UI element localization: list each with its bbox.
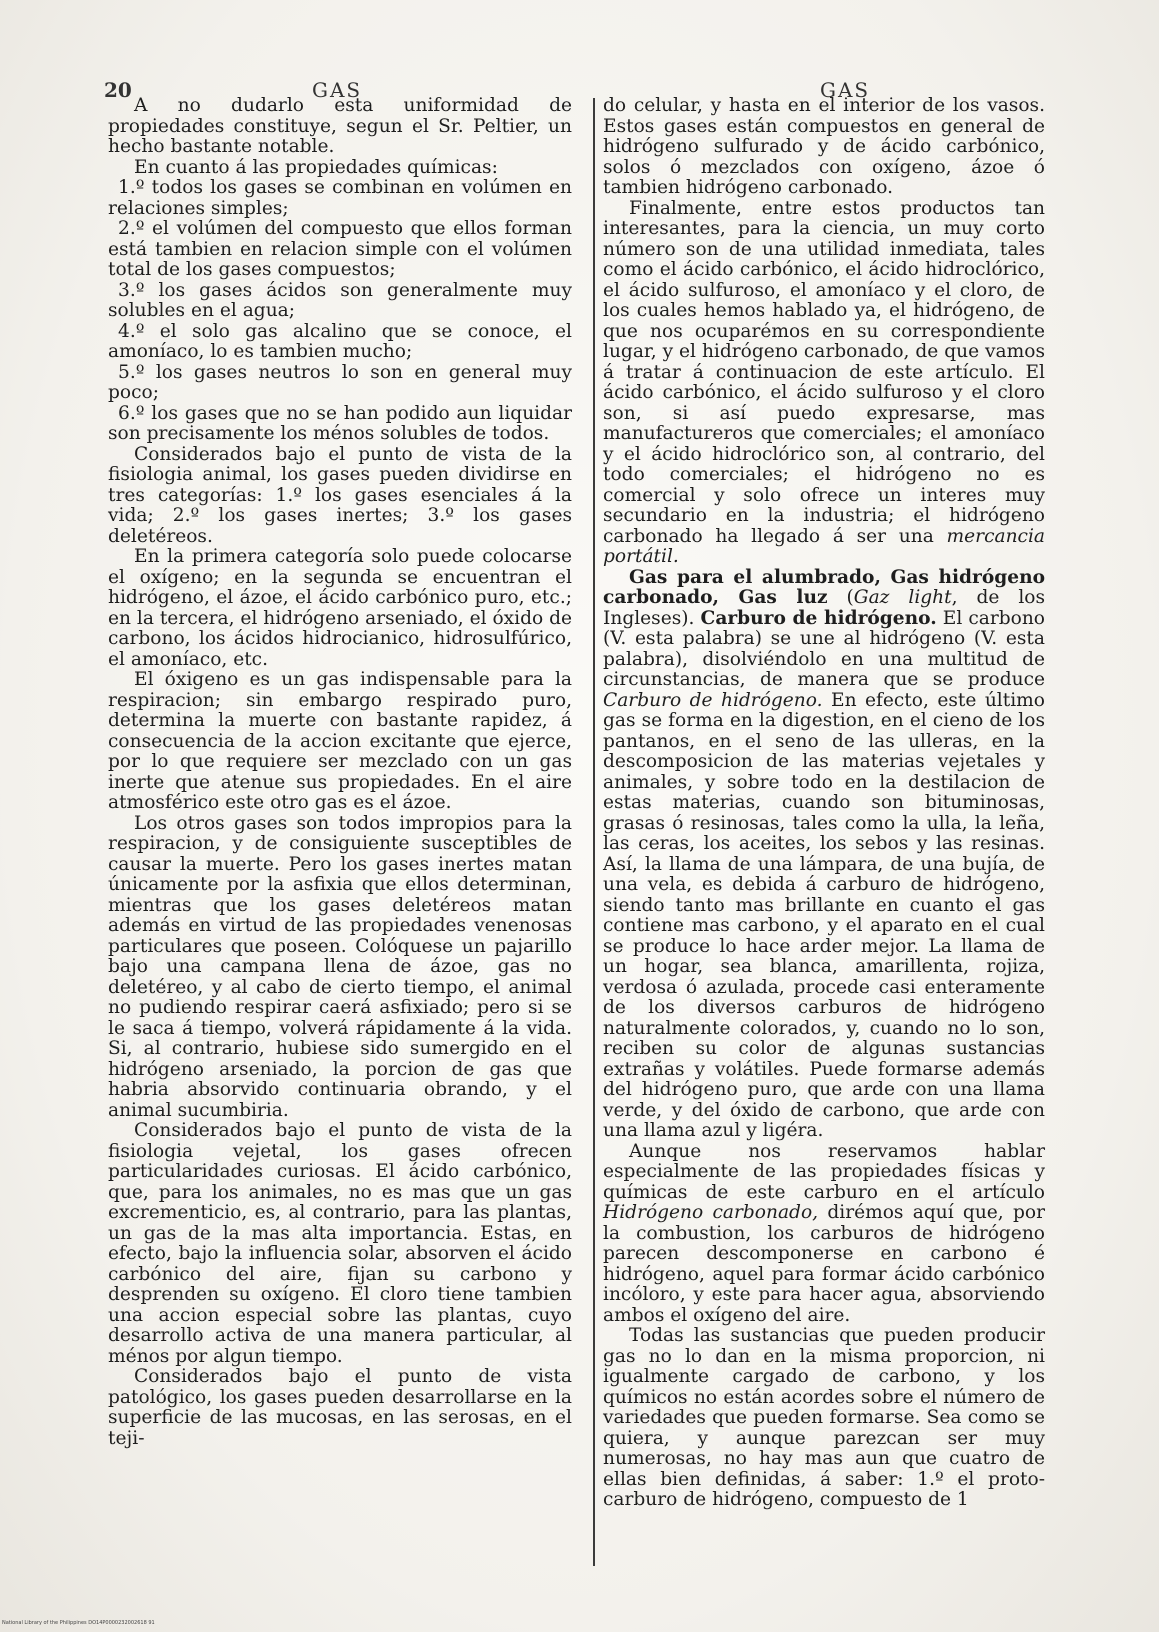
paragraph: do celular, y hasta en el interior de los vasos. Estos gases están compuestos en general de hidrógeno sulfurado y de ácido carbónico, solos ó mezclados con oxígeno, ázoe ó tambien hidrógeno carbonado. [603, 95, 1045, 198]
paragraph-text: El carbono (V. esta palabra) se une al hidrógeno (V. esta palabra), disolviéndolo en una multitud de circunstancias, de manera que se produce [603, 607, 1045, 690]
right-running-head: GAS [820, 78, 871, 102]
right-column [603, 96, 1045, 1511]
paragraph-text: Aunque nos reservamos hablar especialmente de las propiedades físicas y químicas de este carburo en el artículo [603, 1140, 1045, 1203]
entry-heading: Carburo de hidrógeno. [700, 607, 937, 629]
italic-term: Gaz light [853, 587, 952, 608]
italic-term: Hidrógeno carbonado, [603, 1202, 819, 1223]
column-divider [593, 98, 595, 1566]
paragraph: Considerados bajo el punto de vista de la fisiologia vejetal, los gases ofrecen particularidades curiosas. El ácido carbónico, que, para los animales, no es mas que un gas excrementicio, es, al contrario, para las plantas, un gas de la mas alta importancia. Estas, en efecto, bajo la influencia solar, absorven el ácido carbónico del aire, fijan su carbono y desprenden su oxígeno. El cloro tiene tambien una accion especial sobre las plantas, cuyo desarrollo activa de una manera particular, al ménos por algun tiempo. [108, 1120, 572, 1367]
page-number: 20 [104, 78, 132, 102]
paragraph: A no dudarlo esta uniformidad de propiedades constituye, segun el Sr. Peltier, un hecho bastante notable. [108, 95, 572, 157]
paragraph: El óxigeno es un gas indispensable para la respiracion; sin embargo respirado puro, determina la muerte con bastante rapidez, á consecuencia de la accion excitante que ejerce, por lo que requiere ser mezclado con un gas inerte que atenue sus propiedades. En el aire atmosférico este otro gas es el ázoe. [108, 669, 572, 813]
italic-term: mercancia portátil. [603, 525, 1045, 567]
paragraph-text: , de los Ingleses). [603, 587, 1045, 629]
paragraph-text: Finalmente, entre estos productos tan interesantes, para la ciencia, un muy corto número son de una utilidad inmediata, tales como el ácido carbónico, el ácido hidroclórico, el ácido sulfuroso, el amoníaco y el cloro, de los cuales hemos hablado ya, el hidrógeno, de que nos ocuparémos en su correspondiente lugar, y el hidrógeno carbonado, de que vamos á tratar á continuacion de este artículo. El ácido carbónico, el ácido sulfuroso y el cloro son, si así puedo expresarse, mas manufactureros que comerciales; el amoníaco y el ácido hidroclórico son, al contrario, del todo comerciales; el hidrógeno no es comercial y solo ofrece un interes muy secundario en la industria; el hidrógeno carbonado ha llegado á ser una [603, 197, 1045, 547]
paragraph: Todas las sustancias que pueden producir gas no lo dan en la misma proporcion, ni igualmente cargado de carbono, y los químicos no están acordes sobre el número de variedades que pueden formarse. Sea como se quiera, y aunque parezcan ser muy numerosas, no hay mas aun que cuatro de ellas bien definidas, á saber: 1.º el proto-carburo de hidrógeno, compuesto de 1 [603, 1325, 1045, 1510]
list-item: 5.º los gases neutros lo son en general muy poco; [108, 361, 572, 403]
paren-open: ( [827, 587, 854, 608]
paragraph-text: En efecto, este último gas se forma en la digestion, en el cieno de los pantanos, en el seno de las ulleras, en la descomposicion de las materias vejetales y animales, y sobre todo en la destilacion de estas materias, cuando son bituminosas, grasas ó resinosas, tales como la ulla, la leña, las ceras, los aceites, los sebos y las resinas. Así, la llama de una lámpara, de una bujía, de una vela, es debida á carburo de hidrógeno, siendo tanto mas brillante en cuanto el gas contiene mas carbono, y el aparato en el cual se produce lo hace arder mejor. La llama de un hogar, sea blanca, amarillenta, rojiza, verdosa ó azulada, procede casi enteramente de los diversos carburos de hidrógeno naturalmente colorados, y, cuando no lo son, reciben su color de algunas sustancias extrañas y volátiles. Puede formarse además del hidrógeno puro, que arde con una llama verde, y del óxido de carbono, que arde con una llama azul y ligéra. [603, 689, 1045, 1141]
left-running-head: GAS [312, 78, 363, 102]
list-item: 6.º los gases que no se han podido aun liquidar son precisamente los ménos solubles de todos. [108, 402, 572, 444]
paragraph: Considerados bajo el punto de vista patológico, los gases pueden desarrollarse en la superficie de las mucosas, en las serosas, en el teji- [108, 1366, 572, 1449]
list-item: 1.º todos los gases se combinan en volúmen en relaciones simples; [108, 177, 572, 219]
list-item: 3.º los gases ácidos son generalmente muy solubles en el agua; [108, 279, 572, 321]
left-column [108, 96, 572, 1449]
paragraph: Considerados bajo el punto de vista de la fisiologia animal, los gases pueden dividirse en tres categorías: 1.º los gases esenciales á la vida; 2.º los gases inertes; 3.º los gases deletéreos. [108, 443, 572, 547]
entry-heading: Gas para el alumbrado, Gas hidrógeno carbonado, Gas luz [603, 566, 1045, 608]
paragraph [603, 1142, 1045, 1327]
italic-term: Carburo de hidrógeno. [603, 689, 823, 711]
scan-credit: National Library of the Philippines DO14P0000232002618 91 [2, 1620, 155, 1626]
paragraph-text: dirémos aquí que, por la combustion, los carburos de hidrógeno parecen descomponerse en carbono é hidrógeno, aquel para formar ácido carbónico incóloro, y este para hacer agua, absorviendo ambos el oxígeno del aire. [603, 1202, 1045, 1326]
paragraph: Los otros gases son todos impropios para la respiracion, y de consiguiente susceptibles de causar la muerte. Pero los gases inertes matan únicamente por la asfixia que ellos determinan, mientras que los gases deletéreos matan además en virtud de las propiedades venenosas particulares que poseen. Colóquese un pajarillo bajo una campana llena de ázoe, gas no deletéreo, y al cabo de cierto tiempo, el animal no pudiendo respirar caerá asfixiado; pero si se le saca á tiempo, volverá rápidamente á la vida. Si, al contrario, hubiese sido sumergido en el hidrógeno arseniado, la porcion de gas que habria absorvido continuaria obrando, y el animal sucumbiria. [108, 812, 572, 1121]
paragraph: En cuanto á las propiedades químicas: [134, 156, 498, 178]
paragraph [603, 199, 1045, 568]
paragraph: En la primera categoría solo puede colocarse el oxígeno; en la segunda se encuentran el hidrógeno, el ázoe, el ácido carbónico puro, etc.; en la tercera, el hidrógeno arseniado, el óxido de carbono, los ácidos hidrocianico, hidrosulfúrico, el amoníaco, etc. [108, 546, 573, 670]
list-item: 2.º el volúmen del compuesto que ellos forman está tambien en relacion simple con el volúmen total de los gases compuestos; [108, 218, 572, 280]
list-item: 4.º el solo gas alcalino que se conoce, el amoníaco, lo es tambien mucho; [108, 320, 572, 362]
entry-paragraph [603, 568, 1045, 1142]
